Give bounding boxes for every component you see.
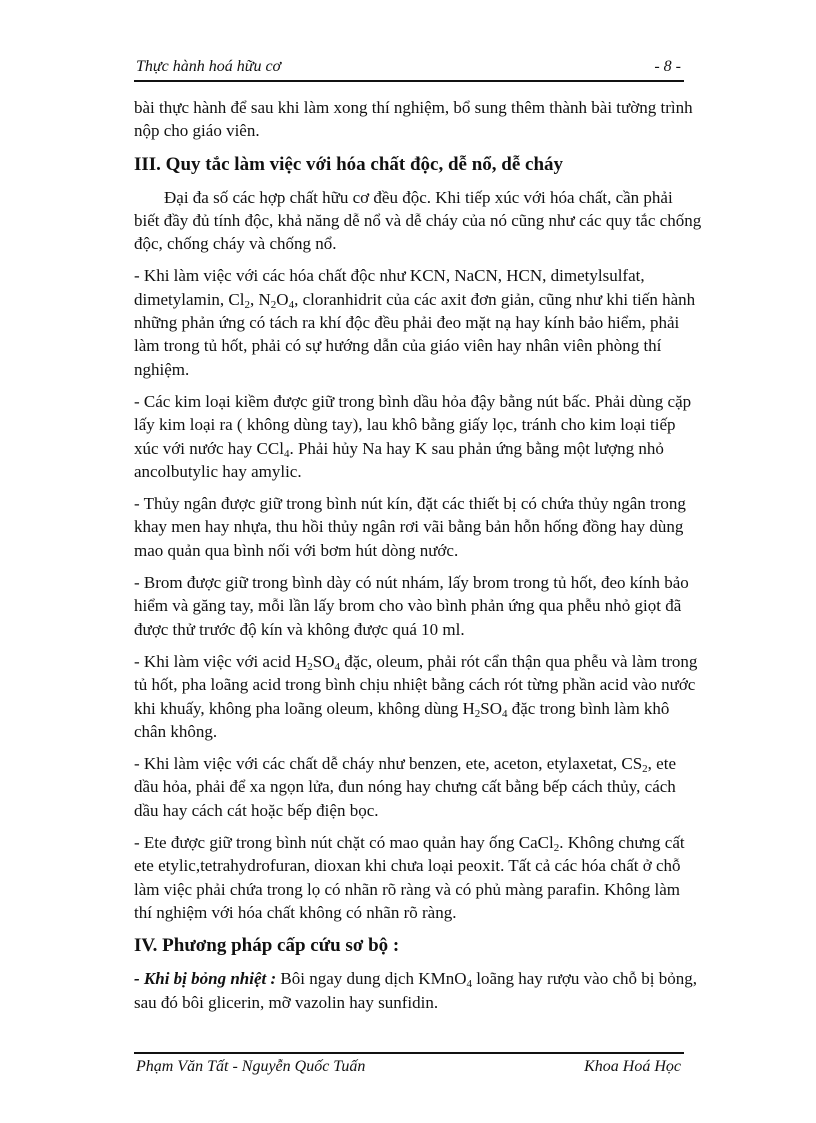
section-3-heading: III. Quy tắc làm việc với hóa chất độc, dễ nổ, dễ cháy [134,153,564,175]
first-aid-burn: - Khi bị bỏng nhiệt : Bôi ngay dung dịch KMnO$_4$ loãng hay rượu vào chỗ bị bỏng, sau đó bôi glicerin, mỡ vazolin hay sunfidin. [134,969,697,1012]
rule-alkali-metals: - Các kim loại kiềm được giữ trong bình dầu hỏa đậy bằng nút bấc. Phải dùng cặp lấy kim loại ra ( không dùng tay), lau khô bằng giấy lọc, tránh cho kim loại tiếp xúc với nước hay CCl$_4$. Phải hủy Na hay K sau phản ứng bằng một lượng nhỏ ancolbutylic hay amylic. [134,391,692,481]
footer-authors: Phạm Văn Tất - Nguyễn Quốc Tuấn [136,1058,366,1075]
section-3-intro: Đại đa số các hợp chất hữu cơ đều độc. Khi tiếp xúc với hóa chất, cần phải biết đầy đủ tính độc, khả năng dễ nổ và dễ cháy của nó cũng như các quy tắc chống độc, chống cháy và chống nổ. [134,187,702,254]
rule-acid: - Khi làm việc với acid $H_2SO_4$ đặc, oleum, phải rót cẩn thận qua phễu và làm trong tủ hốt, pha loãng acid trong bình chịu nhiệt bằng cách rót từng phần acid vào nước khi khuấy, không pha loãng oleum, không dùng $H_2SO_4$ đặc trong bình làm khô chân không. [134,651,698,741]
rule-mercury: - Thủy ngân được giữ trong bình nút kín, đặt các thiết bị có chứa thủy ngân trong khay men hay nhựa, thu hồi thủy ngân rơi vãi bằng bản hỗn hống đồng hay dùng mao quản qua bình nối với bơm hút dòng nước. [134,494,686,560]
footer-department: Khoa Hoá Học [584,1058,681,1075]
header-title: Thực hành hoá hữu cơ [136,58,282,75]
intro-paragraph: bài thực hành để sau khi làm xong thí nghiệm, bổ sung thêm thành bài tường trình nộp cho giáo viên. [134,98,693,141]
page-number: - 8 - [654,58,681,75]
rule-ether: - Ete được giữ trong bình nút chặt có mao quản hay ống CaCl$_2$. Không chưng cất ete etylic,tetrahydrofuran, dioxan khi chưa loại peoxit. Tất cả các hóa chất ở chỗ làm việc phải chứa trong lọ có nhãn rõ ràng và có phủ màng parafin. Không làm thí nghiệm với hóa chất không có nhãn rõ ràng. [134,833,685,922]
rule-flammables: - Khi làm việc với các chất dễ cháy như benzen, ete, aceton, etylaxetat, $CS_2$, ete dầu hỏa, phải để xa ngọn lửa, đun nóng hay chưng cất bằng bếp cách thủy, cách dầu hay cách cát hoặc bếp điện bọc. [134,754,676,820]
rule-toxic-chemicals: - Khi làm việc với các hóa chất độc như KCN, NaCN, HCN, dimetylsulfat, dimetylamin, $Cl_2$, $N_2O_4$, cloranhidrit của các axit đơn giản, cũng như khi tiến hành những phản ứng có tách ra khí độc đều phải đeo mặt nạ hay kính bảo hiểm, phải làm trong tủ hốt, phải có sự hướng dẫn của giáo viên hay nhân viên phòng thí nghiệm. [134,266,696,379]
page-body [134,96,702,1023]
footer-rule [134,1052,684,1054]
burn-label: - Khi bị bỏng nhiệt : [134,969,277,989]
header-rule [134,80,684,82]
rule-bromine: - Brom được giữ trong bình dày có nút nhám, lấy brom trong tủ hốt, đeo kính bảo hiểm và găng tay, mỗi lần lấy brom cho vào bình phản ứng qua phễu nhỏ giọt đã được thử trước độ kín và không được quá 10 ml. [134,573,689,639]
section-4-heading: IV. Phương pháp cấp cứu sơ bộ : [134,935,400,957]
